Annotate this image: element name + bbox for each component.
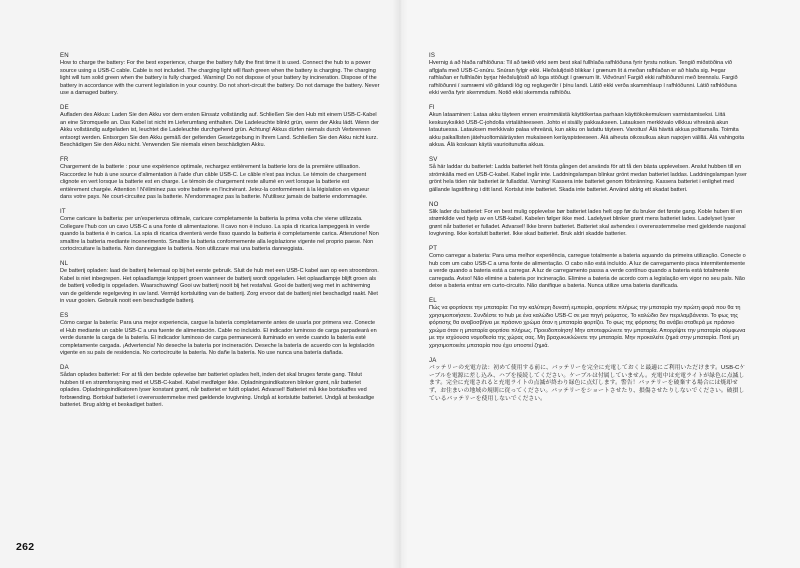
instruction-paragraph: Chargement de la batterie : pour une expérience optimale, rechargez entièrement la batterie lors de la première utilisation. Raccordez le hub à une source d'alimentation à l'aide d'un câble USB-C. Le câble n'est pas inclus. Le témoin de chargement clignote en vert lorsque la batterie est en charge. Le témoin de chargement reste allumé en vert lorsque la batterie est entièrement chargée. Attention ! N'éliminez pas votre batterie en l'incinérant. Jetez-la conformément à la législation en vigueur dans votre pays. Ne court-circuitez pas la batterie. N'endommagez pas la batterie. N'utilisez jamais de batterie endommagée. <box>60 164 370 201</box>
language-section-fi <box>429 104 792 150</box>
instruction-paragraph: Como carregar a bateria: Para uma melhor experiência, carregue totalmente a bateria aquando da primeira utilização. Conecte o hub com um cabo USB-C a uma fonte de alimentação. O cabo não está incluído. A luz de carregamento pisca intermitentemente a verde quando a bateria está a carregar. A luz de carregamento passa a verde contínuo quando a bateria está totalmente carregada. Aviso! Não elimine a bateria por incineração. Elimine a bateria de acordo com a legislação em vigor no seu país. Não deixe a bateria entrar em curto-circuito. Não danifique a bateria. Nunca utilize uma bateria danificada. <box>429 253 746 290</box>
language-code: JA <box>429 356 437 364</box>
language-section-sv <box>429 156 792 194</box>
language-section-no <box>429 201 792 239</box>
language-section-de <box>60 104 386 150</box>
language-code: NO <box>429 200 439 208</box>
language-code: IT <box>60 208 66 216</box>
language-code: SV <box>429 156 438 164</box>
language-section-da <box>60 364 386 410</box>
instruction-paragraph: Slik lader du batteriet: For en best mulig opplevelse bør batteriet lades helt opp før du bruker det første gang. Koble huben til en strømkilde ved hjelp av en USB-kabel. Kabelen følger ikke med. Ladelyset blinker grønt mens batteriet lades. Ladelyset lyser grønt når batteriet er fulladet. Advarsel! Ikke brenn batteriet. Batteriet skal avhendes i overensstemmelse med gjeldende nasjonal lovgivning. Ikke kortslutt batteriet. Ikke skad batteriet. Bruk aldri skadde batterier. <box>429 208 746 238</box>
instruction-paragraph: De batterij opladen: laad de batterij helemaal op bij het eerste gebruik. Sluit de hub met een USB-C kabel aan op een stroombron. Kabel is niet inbegrepen. Het oplaadlampje knippert groen wanneer de batterij wordt opgeladen. Het oplaadlampje blijft groen als de batterij volledig is opgeladen. Waarschuwing! Gooi uw batterij nooit bij het restafval. Gooi de batterij weg met in achtneming van de geldende regelgeving in uw land. Vermijd kortsluiting van de batterij. Zorg ervoor dat de batterij niet beschadigd raakt. Niet in vuur gooien. Gebruik nooit een beschadigde batterij. <box>60 268 379 305</box>
language-section-ja <box>429 357 792 405</box>
language-code: EN <box>60 52 69 59</box>
language-code: ES <box>60 312 69 320</box>
right-page <box>400 0 800 568</box>
instruction-paragraph: バッテリーの充電方法：初めて使用する前に、バッテリーを完全に充電しておくと最適にご利用いただけます。USB-Cケーブルを電源に差し込み、ハブを接続してください。ケーブルは付属していません。充電中は充電ライトが緑色に点滅します。完全に充電されると充電ライトの点滅が終わり緑色に点灯します。警告！バッテリーを破棄する場合には焼却せず、お住まいの地域の規則に従ってください。バッテリーをショートさせたり、損傷させたりしないでください。破損しているバッテリーを使用しないでください。 <box>429 364 746 403</box>
instruction-paragraph: Πώς να φορτίσετε την μπαταρία: Για την καλύτερη δυνατή εμπειρία, φορτίστε πλήρως την μπαταρία την πρώτη φορά που θα τη χρησιμοποιήσετε. Συνδέστε το hub με ένα καλώδιο USB-C σε μια πηγή ρεύματος. Το καλώδιο δεν περιλαμβάνεται. Το φως της φόρτισης θα αναβοσβήνει με πράσινο χρώμα όταν η μπαταρία φορτίζει. Το φως της φόρτισης θα ανάβει σταθερά με πράσινο χρώμα όταν η μπαταρία φορτίσει πλήρως. Προειδοποίηση! Μην αποτεφρώνετε την μπαταρία. Απορρίψτε την μπαταρία σύμφωνα με την ισχύουσα νομοθεσία της χώρας σας. Μη βραχυκυκλώνετε την μπαταρία. Μην προκαλείτε ζημιά στην μπαταρία. Ποτέ μη χρησιμοποιείτε μπαταρία που έχει υποστεί ζημιά. <box>429 305 746 349</box>
instruction-paragraph: Cómo cargar la batería: Para una mejor experiencia, cargue la batería completamente antes de usarla por primera vez. Conecte el Hub mediante un cable USB-C a una fuente de alimentación. Cable no incluido. El indicador luminoso de carga parpadeará en verde durante la carga de la batería. El indicador luminoso de carga permanecerá iluminado en verde cuando la batería esté completamente cargada. ¡Advertencia! No deseche la batería por incineración. Deseche la batería de acuerdo con la legislación vigente en su país de residencia. No cortocircuite la batería. No dañe la batería. No use nunca una batería dañada. <box>60 320 377 357</box>
instruction-paragraph: Hvernig á að hlaða rafhlöðuna: Til að tækið virki sem best skal fullhlaða rafhlöðuna fyrir fyrstu notkun. Tengið miðstöðina við aflgjafa með USB-C-snúru. Snúran fylgir ekki. Hleðsluljósið blikkar í grænum lit á meðan rafhlaðan er að hlaða sig. Þegar rafhlaðan er fullhlaðin byrjar hleðsluljósið að loga stöðugt í grænum lit. Viðvörun! Fargið ekki rafhlöðunni með brennslu. Fargið rafhlöðunni í samræmi við gildandi lög og reglugerðir í þínu landi. Látið ekki verða skammhlaup í rafhlöðunni. Látið rafhlöðuna ekki verða fyrir skemmdum. Notið ekki skemmda rafhlöðu. <box>429 60 738 97</box>
language-section-it <box>60 208 386 254</box>
language-code: EL <box>429 296 437 304</box>
language-code: IS <box>429 52 436 59</box>
language-code: DA <box>60 364 69 372</box>
language-section-is <box>429 52 792 98</box>
language-section-nl <box>60 260 386 306</box>
language-code: FI <box>429 104 435 112</box>
instruction-paragraph: Aufladen des Akkus: Laden Sie den Akku vor dem ersten Einsatz vollständig auf. Schließen Sie den Hub mit einem USB-C-Kabel an eine Stromquelle an. Das Kabel ist nicht im Lieferumfang enthalten. Die Ladeleuchte blinkt grün, wenn der Akku lädt. Wenn der Akku vollständig aufgeladen ist, leuchtet die Ladeleuchte durchgehend grün. Achtung! Akkus dürfen niemals durch Verbrennen entsorgt werden. Entsorgen Sie den Akku gemäß der geltenden Gesetzgebung in Ihrem Land. Schließen Sie den Akku nicht kurz. Beschädigen Sie den Akku nicht. Verwenden Sie niemals einen beschädigten Akku. <box>60 112 380 149</box>
language-code: PT <box>429 244 438 252</box>
language-code: DE <box>60 104 69 112</box>
language-section-el <box>429 297 792 350</box>
language-section-pt <box>429 245 792 291</box>
instruction-paragraph: How to charge the battery: For the best experience, charge the battery fully the first time it is used. Connect the hub to a power source using a USB-C cable. Cable is not included. The charging light will flash green when the battery is charging. The charging light will turn solid green when the battery is fully charged. Warning! Do not dispose of your battery by incineration. Dispose of the battery in accordance with the current legislation in your country. Do not short-circuit the battery. Do not damage the battery. Never use a damaged battery. <box>60 60 380 97</box>
language-section-en <box>60 52 386 98</box>
page-number: 262 <box>16 541 35 553</box>
instruction-paragraph: Sådan oplades batteriet: For at få den bedste oplevelse bør batteriet oplades helt, inden det skal bruges første gang. Tilslut hubben til en strømforsyning med et USB-C-kabel. Kabel medfølger ikke. Opladningsindikatoren blinker grønt, når batteriet oplades. Opladningsindikatoren lyser konstant grønt, når batteriet er fuldt opladet. Advarsel! Batteriet må ikke bortskaffes ved forbrænding. Bortskaf batteriet i overensstemmelse med gældende lovgivning. Undgå at kortslutte batteriet. Undgå at beskadige batteriet. Brug aldrig et beskadiget batteri. <box>60 372 375 409</box>
language-section-fr <box>60 156 386 202</box>
instruction-paragraph: Så här laddar du batteriet: Ladda batteriet helt första gången det används för att få den bästa upplevelsen. Anslut hubben till en strömkälla med en USB-C-kabel. Kabel ingår inte. Laddningslampan blinkar grönt medan batteriet laddas. Laddningslampan lyser grönt hela tiden när batteriet är fulladdat. Varning! Kassera inte batteriet genom förbränning. Kassera batteriet i enlighet med gällande lagstiftning i ditt land. Kortslut inte batteriet. Skada inte batteriet. Använd aldrig ett skadat batteri. <box>429 164 747 193</box>
instruction-paragraph: Come caricare la batteria: per un'esperienza ottimale, caricare completamente la batteria la prima volta che viene utilizzata. Collegare l'hub con un cavo USB-C a una fonte di alimentazione. Il cavo non è incluso. La spia di ricarica lampeggerà in verde quando la batteria è in carica. La spia di ricarica diventerà verde fisso quando la batteria è completamente carica. Attenzione! Non smaltire la batteria mediante incenerimento. Smaltire la batteria conformemente alla legislazione vigente nel proprio paese. Non cortocircuitare la batteria. Non danneggiare la batteria. Non utilizzare mai una batteria danneggiata. <box>60 216 379 253</box>
language-code: NL <box>60 260 69 268</box>
language-section-es <box>60 312 386 358</box>
language-code: FR <box>60 156 69 164</box>
instruction-paragraph: Akun lataaminen: Lataa akku täyteen ennen ensimmäistä käyttökertaa parhaan käyttökokemuksen varmistamiseksi. Liitä keskusyksikkö USB-C-johdolla virtalähteeseen. Johto ei sisälly pakkaukseen. Latauksen merkkivalo vilkkuu vihreänä akun latautuessa. Latauksen merkkivalo palaa vihreänä, kun akku on ladattu täyteen. Varoitus! Älä hävitä akkua polttamalla. Toimita akku paikallisten jätehuoltomääräysten mukaiseen keräyspisteeseen. Älä aiheuta oikosulkua akun napojen välillä. Älä vahingoita akkua. Älä koskaan käytä vaurioitunutta akkua. <box>429 112 745 149</box>
